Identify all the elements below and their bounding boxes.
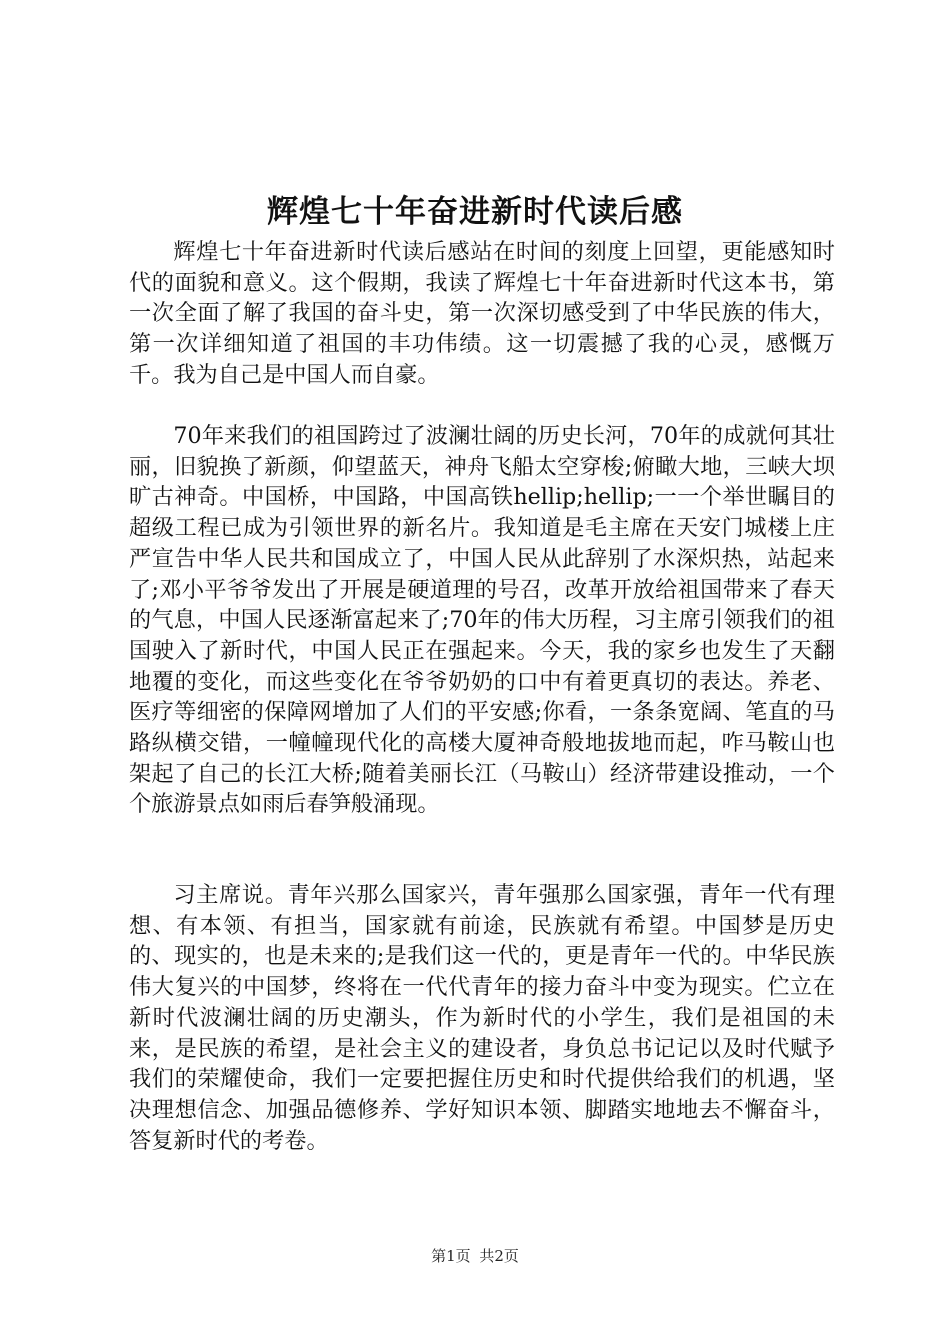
- page-number-current: 第1页: [431, 1247, 471, 1265]
- document-title: 辉煌七十年奋进新时代读后感: [267, 194, 683, 230]
- paragraph-2-container: [129, 421, 835, 820]
- page-number-total: 共2页: [479, 1247, 519, 1265]
- paragraph-1: 辉煌七十年奋进新时代读后感站在时间的刻度上回望，更能感知时代的面貌和意义。这个假期，我读了辉煌七十年奋进新时代这本书，第一次全面了解了我国的奋斗史，第一次深切感受到了中华民族的伟大，第一次详细知道了祖国的丰功伟绩。这一切震撼了我的心灵，感慨万千。我为自己是中国人而自豪。: [129, 239, 835, 388]
- paragraph-2: 70年来我们的祖国跨过了波澜壮阔的历史长河，70年的成就何其壮丽，旧貌换了新颜，仰望蓝天，神舟飞船太空穿梭;俯瞰大地，三峡大坝旷古神奇。中国桥，中国路，中国高铁hellip;hellip;一一个举世瞩目的超级工程已成为引领世界的新名片。我知道是毛主席在天安门城楼上庄严宣告中华人民共和国成立了，中国人民从此辞别了水深炽热，站起来了;邓小平爷爷发出了开展是硬道理的号召，改革开放给祖国带来了春天的气息，中国人民逐渐富起来了;70年的伟大历程，习主席引领我们的祖国驶入了新时代，中国人民正在强起来。今天，我的家乡也发生了天翻地覆的变化，而这些变化在爷爷奶奶的口中有着更真切的表达。养老、医疗等细密的保障网增加了人们的平安感;你看，一条条宽阔、笔直的马路纵横交错，一幢幢现代化的高楼大厦神奇般地拔地而起，咋马鞍山也架起了自己的长江大桥;随着美丽长江（马鞍山）经济带建设推动，一个个旅游景点如雨后春笋般涌现。: [129, 423, 835, 818]
- paragraph-3-container: [129, 880, 835, 1156]
- paragraph-1-container: [129, 237, 835, 391]
- page-footer: [0, 1245, 950, 1266]
- paragraph-3: 习主席说。青年兴那么国家兴，青年强那么国家强，青年一代有理想、有本领、有担当，国家就有前途，民族就有希望。中国梦是历史的、现实的，也是未来的;是我们这一代的，更是青年一代的。中华民族伟大复兴的中国梦，终将在一代代青年的接力奋斗中变为现实。伫立在新时代波澜壮阔的历史潮头，作为新时代的小学生，我们是祖国的未来，是民族的希望，是社会主义的建设者，身负总书记记以及时代赋予我们的荣耀使命，我们一定要把握住历史和时代提供给我们的机遇，坚决理想信念、加强品德修养、学好知识本领、脚踏实地地去不懈奋斗，答复新时代的考卷。: [129, 882, 835, 1154]
